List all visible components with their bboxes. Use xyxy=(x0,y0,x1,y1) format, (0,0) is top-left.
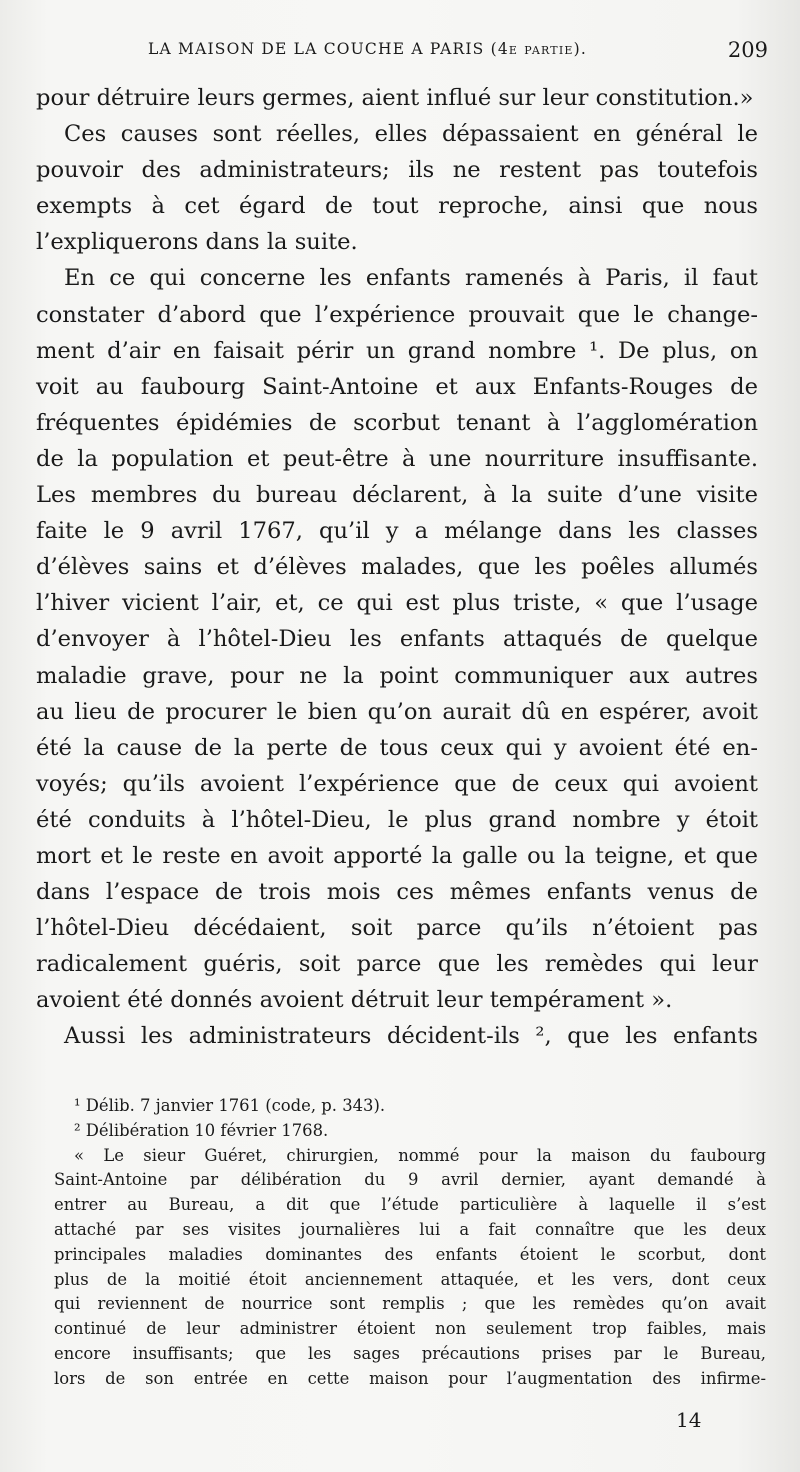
body-line: mort et le reste en avoit apporté la galle ou la teigne, et que xyxy=(36,842,758,869)
footnote-line: « Le sieur Guéret, chirurgien, nommé pour la maison du faubourg xyxy=(74,1145,766,1165)
signature-mark: 14 xyxy=(676,1408,702,1432)
body-line: été conduits à l’hôtel-Dieu, le plus grand nombre y étoit xyxy=(36,806,758,833)
body-line: voyés; qu’ils avoient l’expérience que de ceux qui avoient xyxy=(36,770,758,797)
body-line: constater d’abord que l’expérience prouvait que le change- xyxy=(36,301,758,328)
body-line: l’hiver vicient l’air, et, ce qui est plus triste, « que l’usage xyxy=(36,590,758,617)
running-header xyxy=(148,38,768,68)
footnote-line: lors de son entrée en cette maison pour l’augmentation des infirme- xyxy=(54,1368,766,1388)
footnote-line: ¹ Délib. 7 janvier 1761 (code, p. 343). xyxy=(74,1096,386,1115)
body-line: l’expliquerons dans la suite. xyxy=(36,229,358,256)
footnotes xyxy=(54,1094,766,1392)
body-line: l’hôtel-Dieu décédaient, soit parce qu’ils n’étoient pas xyxy=(36,915,758,942)
body-line: d’envoyer à l’hôtel-Dieu les enfants attaqués de quelque xyxy=(36,626,758,653)
footnote-line: principales maladies dominantes des enfants étoient le scorbut, dont xyxy=(54,1244,766,1264)
footnote-line: continué de leur administrer étoient non seulement trop faibles, mais xyxy=(54,1319,766,1339)
body-line: avoient été donnés avoient détruit leur tempérament ». xyxy=(36,987,673,1014)
footnote-line: attaché par ses visites journalières lui a fait connaître que les deux xyxy=(54,1219,766,1239)
footnote-line: ² Délibération 10 février 1768. xyxy=(74,1120,329,1140)
body-line: d’élèves sains et d’élèves malades, que les poêles allumés xyxy=(36,554,758,581)
body-line: dans l’espace de trois mois ces mêmes enfants venus de xyxy=(36,879,758,906)
body-line: voit au faubourg Saint-Antoine et aux Enfants-Rouges de xyxy=(36,373,758,400)
body-line: En ce qui concerne les enfants ramenés à Paris, il faut xyxy=(64,265,758,292)
body-line: Ces causes sont réelles, elles dépassaient en général le xyxy=(64,121,758,148)
footnote-line: Saint-Antoine par délibération du 9 avril dernier, ayant demandé à xyxy=(54,1170,766,1190)
footnote-line: plus de la moitié étoit anciennement attaquée, et les vers, dont ceux xyxy=(54,1269,766,1289)
body-line: au lieu de procurer le bien qu’on aurait dû en espérer, avoit xyxy=(36,698,758,725)
body-line: radicalement guéris, soit parce que les remèdes qui leur xyxy=(36,951,758,978)
body-line: faite le 9 avril 1767, qu’il y a mélange dans les classes xyxy=(36,518,758,545)
page-number: 209 xyxy=(727,38,768,62)
body-line: fréquentes épidémies de scorbut tenant à l’agglomération xyxy=(36,409,758,436)
body-line: Les membres du bureau déclarent, à la suite d’une visite xyxy=(36,482,758,509)
body-line: été la cause de la perte de tous ceux qui y avoient été en- xyxy=(36,734,758,761)
body-line: ment d’air en faisait périr un grand nombre ¹. De plus, on xyxy=(36,337,758,364)
footnote-line: qui reviennent de nourrice sont remplis ; que les remèdes qu’on avait xyxy=(54,1294,766,1314)
running-title: LA MAISON DE LA COUCHE A PARIS (4e partie). xyxy=(148,40,587,58)
body-line: maladie grave, pour ne la point communiquer aux autres xyxy=(36,662,758,689)
body-line: exempts à cet égard de tout reproche, ainsi que nous xyxy=(36,193,758,220)
body-line: de la population et peut-être à une nourriture insuffisante. xyxy=(36,445,758,472)
body-line: Aussi les administrateurs décident-ils ², que les enfants xyxy=(64,1023,758,1050)
body-line: pour détruire leurs germes, aient influé sur leur constitution.» xyxy=(36,85,754,111)
body-text xyxy=(36,80,758,1055)
footnote-line: encore insuffisants; que les sages précautions prises par le Bureau, xyxy=(54,1343,766,1363)
footnote-line: entrer au Bureau, a dit que l’étude particulière à laquelle il s’est xyxy=(54,1195,766,1215)
body-line: pouvoir des administrateurs; ils ne restent pas toutefois xyxy=(36,157,758,184)
